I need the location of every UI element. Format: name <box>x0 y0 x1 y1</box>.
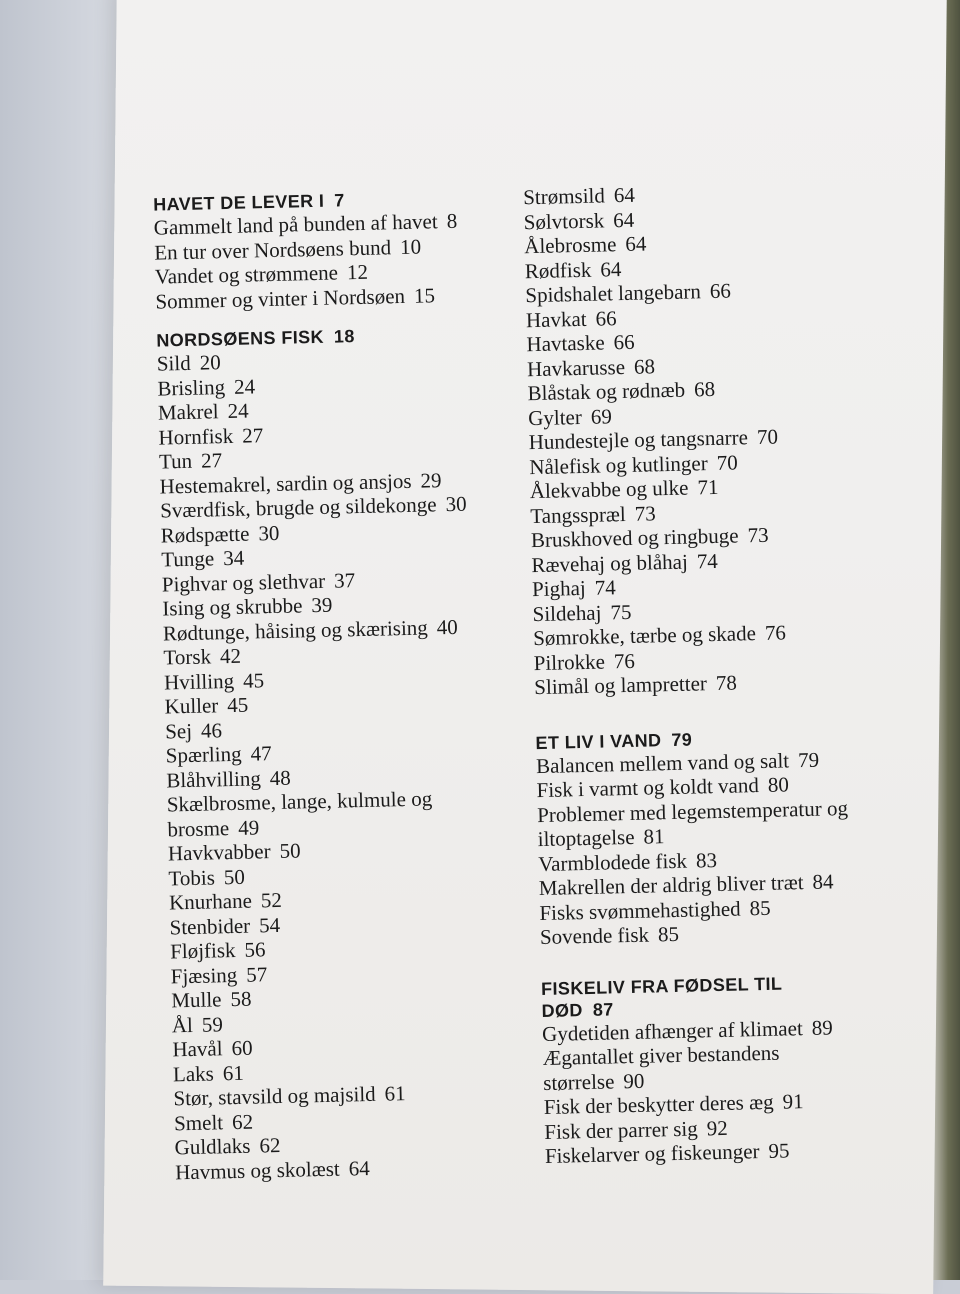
entry-page-number: 64 <box>625 231 647 256</box>
section-heading-page: 87 <box>592 998 614 1020</box>
entry-page-number: 27 <box>241 422 264 448</box>
entry-title: Mulle <box>171 987 222 1013</box>
table-of-contents <box>93 176 936 1234</box>
entry-title: Fløjfisk <box>169 937 236 964</box>
entry-page-number: 45 <box>242 667 265 693</box>
entry-page-number: 64 <box>600 256 622 282</box>
entry-page-number: 69 <box>590 403 613 429</box>
entry-page-number: 61 <box>222 1060 245 1085</box>
entry-page-number: 85 <box>749 895 771 920</box>
entry-page-number: 34 <box>222 545 245 571</box>
section-heading-title: HAVET DE LEVER I <box>153 190 325 215</box>
entry-page-number: 83 <box>695 847 718 872</box>
toc-section <box>541 968 945 1168</box>
entry-page-number: 85 <box>657 921 680 947</box>
entry-page-number: 49 <box>237 814 260 840</box>
section-heading-title: NORDSØENS FISK <box>156 326 325 351</box>
entry-title: Ål <box>171 1012 194 1037</box>
entry-page-number: 46 <box>200 717 223 743</box>
entry-page-number: 79 <box>797 747 820 772</box>
entry-title: Spidshalet langebarn <box>525 279 702 308</box>
toc-entry <box>167 785 500 842</box>
entry-title: Varmblodede fisk <box>538 848 688 876</box>
entry-page-number: 80 <box>767 772 790 797</box>
toc-section <box>535 723 940 950</box>
entry-title: Pighaj <box>531 575 586 602</box>
entry-page-number: 68 <box>633 353 656 379</box>
entry-title: Kuller <box>164 693 219 719</box>
entry-page-number: 47 <box>250 741 272 766</box>
entry-title: Smelt <box>173 1109 224 1135</box>
entry-page-number: 62 <box>231 1109 254 1134</box>
entry-title: Rødfisk <box>524 257 592 283</box>
entry-page-number: 66 <box>595 305 617 331</box>
entry-title: Sildehaj <box>532 600 602 626</box>
entry-title: Fisk der parrer sig <box>544 1116 698 1144</box>
entry-title: Ising og skrubbe <box>162 593 303 621</box>
entry-title: Rødtunge, håising og skærising <box>162 615 429 646</box>
entry-title: Blåstak og rødnæb <box>527 377 686 406</box>
entry-title: Blåhvilling <box>166 765 262 792</box>
section-heading-page: 7 <box>334 190 345 211</box>
entry-page-number: 29 <box>420 467 442 493</box>
entry-page-number: 64 <box>613 182 636 208</box>
entry-page-number: 24 <box>233 373 256 399</box>
section-heading-title: FISKELIV FRA FØDSEL TIL DØD <box>540 973 783 1021</box>
entry-title: Pighvar og slethvar <box>161 568 326 597</box>
section-heading-title: ET LIV I VAND <box>535 729 662 753</box>
entry-title: Knurhane <box>168 888 253 915</box>
entry-title: Tunge <box>161 546 215 572</box>
entry-page-number: 57 <box>245 961 268 987</box>
entry-title: Fisk i varmt og koldt vand <box>536 773 760 803</box>
entry-page-number: 48 <box>269 765 292 790</box>
entry-page-number: 8 <box>446 208 458 233</box>
entry-page-number: 59 <box>201 1011 224 1037</box>
entry-title: Ålekvabbe og ulke <box>529 475 689 504</box>
entry-title: Sømrokke, tærbe og skade <box>532 621 757 651</box>
entry-title: Torsk <box>163 644 212 670</box>
entry-title: Havmus og skolæst <box>174 1156 340 1184</box>
entry-page-number: 60 <box>231 1035 253 1061</box>
entry-page-number: 62 <box>259 1132 281 1158</box>
entry-title: Nålefisk og kutlinger <box>529 450 708 479</box>
entry-title: Balancen mellem vand og salt <box>535 747 790 778</box>
entry-page-number: 73 <box>634 500 657 526</box>
section-heading <box>541 971 842 1022</box>
entry-page-number: 45 <box>226 692 249 718</box>
entry-title: En tur over Nordsøens bund <box>154 234 392 265</box>
entry-title: Brisling <box>157 374 226 401</box>
entry-title: Havkvabber <box>167 839 271 866</box>
entry-page-number: 76 <box>764 620 787 645</box>
entry-title: Stør, stavsild og majsild <box>173 1081 376 1111</box>
entry-title: Sølvtorsk <box>523 207 605 234</box>
entry-title: Tangsspræl <box>530 501 627 528</box>
entry-title: Skælbrosme, lange, kulmule og brosme <box>166 786 433 841</box>
entry-title: Ålebrosme <box>524 232 617 259</box>
entry-page-number: 92 <box>706 1115 728 1140</box>
entry-page-number: 42 <box>219 643 242 669</box>
entry-page-number: 64 <box>612 207 635 232</box>
entry-page-number: 52 <box>260 887 283 913</box>
entry-page-number: 66 <box>613 329 635 355</box>
entry-title: Sovende fisk <box>539 922 650 950</box>
entry-page-number: 61 <box>384 1081 406 1106</box>
entry-title: Sej <box>164 718 193 743</box>
toc-section <box>156 321 535 1184</box>
entry-title: Slimål og lampretter <box>534 671 708 700</box>
section-heading-page: 79 <box>671 729 693 750</box>
entry-page-number: 70 <box>716 449 738 475</box>
entry-title: Sommer og vinter i Nordsøen <box>155 283 406 314</box>
entry-title: Gydetiden afhænger af klimaet <box>541 1015 804 1046</box>
entry-title: Sværdfisk, brugde og sildekonge <box>159 492 437 523</box>
entry-title: Havtaske <box>526 330 605 357</box>
entry-title: Laks <box>172 1060 215 1086</box>
entry-title: Hvilling <box>163 668 235 695</box>
entry-page-number: 84 <box>812 869 834 894</box>
entry-page-number: 50 <box>223 864 246 889</box>
entry-title: Guldlaks <box>174 1133 251 1160</box>
entry-page-number: 58 <box>230 986 252 1012</box>
entry-page-number: 12 <box>346 259 369 285</box>
toc-entry <box>537 794 910 851</box>
entry-title: Havål <box>172 1036 223 1062</box>
entry-title: Strømsild <box>522 183 606 210</box>
right-column <box>523 176 946 1184</box>
entry-page-number: 30 <box>258 520 280 545</box>
entry-page-number: 10 <box>399 234 422 259</box>
entry-page-number: 81 <box>643 824 665 849</box>
entry-title: Vandet og strømmene <box>154 260 339 289</box>
entry-page-number: 91 <box>782 1089 804 1114</box>
entry-title: Rødspætte <box>160 521 250 548</box>
entry-page-number: 70 <box>756 424 779 449</box>
entry-title: Tun <box>158 448 193 474</box>
entry-title: Tobis <box>168 864 216 890</box>
entry-page-number: 78 <box>715 670 738 695</box>
toc-section <box>523 176 935 699</box>
entry-title: Fiskelarver og fiskeunger <box>544 1139 760 1168</box>
entry-page-number: 56 <box>244 937 266 962</box>
entry-title: Fjæsing <box>170 962 238 988</box>
entry-page-number: 68 <box>693 376 716 402</box>
entry-page-number: 71 <box>697 474 719 500</box>
entry-title: Pilrokke <box>533 649 606 675</box>
entry-title: Havkat <box>525 306 587 332</box>
entry-title: Hundestejle og tangsnarre <box>528 425 749 455</box>
entry-title: Gylter <box>527 404 583 430</box>
entry-page-number: 37 <box>333 567 356 593</box>
entry-page-number: 39 <box>311 592 333 618</box>
entry-title: Problemer med legemstemperatur og iltoptagelse <box>536 795 849 852</box>
entry-page-number: 40 <box>436 614 458 639</box>
entry-title: Hestemakrel, sardin og ansjos <box>159 468 412 499</box>
toc-section <box>153 185 516 313</box>
entry-page-number: 90 <box>623 1068 645 1093</box>
entry-title: Rævehaj og blåhaj <box>531 549 689 577</box>
entry-page-number: 95 <box>768 1138 790 1163</box>
left-column <box>153 185 536 1200</box>
entry-page-number: 76 <box>613 648 636 673</box>
entry-page-number: 15 <box>413 282 436 308</box>
entry-page-number: 64 <box>348 1155 370 1180</box>
entry-title: Stenbider <box>169 913 251 939</box>
entry-title: Ægantallet giver bestandens størrelse <box>542 1040 780 1095</box>
entry-page-number: 30 <box>445 491 467 517</box>
entry-page-number: 54 <box>258 912 281 937</box>
entry-page-number: 75 <box>610 599 632 624</box>
entry-title: Fisks svømmehastighed <box>539 895 741 925</box>
entry-page-number: 20 <box>199 350 221 375</box>
entry-title: Hornfisk <box>158 423 234 450</box>
entry-title: Makrel <box>157 399 219 425</box>
entry-page-number: 73 <box>747 522 769 548</box>
entry-title: Fisk der beskytter deres æg <box>543 1089 774 1120</box>
entry-title: Makrellen der aldrig bliver træt <box>538 870 804 901</box>
entry-title: Bruskhoved og ringbuge <box>530 523 739 553</box>
entry-page-number: 74 <box>696 548 719 573</box>
toc-entry <box>542 1039 843 1095</box>
entry-page-number: 24 <box>227 398 249 423</box>
entry-title: Havkarusse <box>526 354 626 381</box>
entry-page-number: 27 <box>200 448 223 473</box>
entry-title: Gammelt land på bunden af havet <box>153 209 438 240</box>
entry-title: Sild <box>156 350 191 376</box>
section-heading-page: 18 <box>333 326 355 347</box>
entry-page-number: 89 <box>811 1014 833 1040</box>
entry-page-number: 50 <box>279 838 301 863</box>
entry-title: Spærling <box>165 741 242 768</box>
entry-page-number: 74 <box>594 575 616 600</box>
entry-page-number: 66 <box>709 278 732 304</box>
